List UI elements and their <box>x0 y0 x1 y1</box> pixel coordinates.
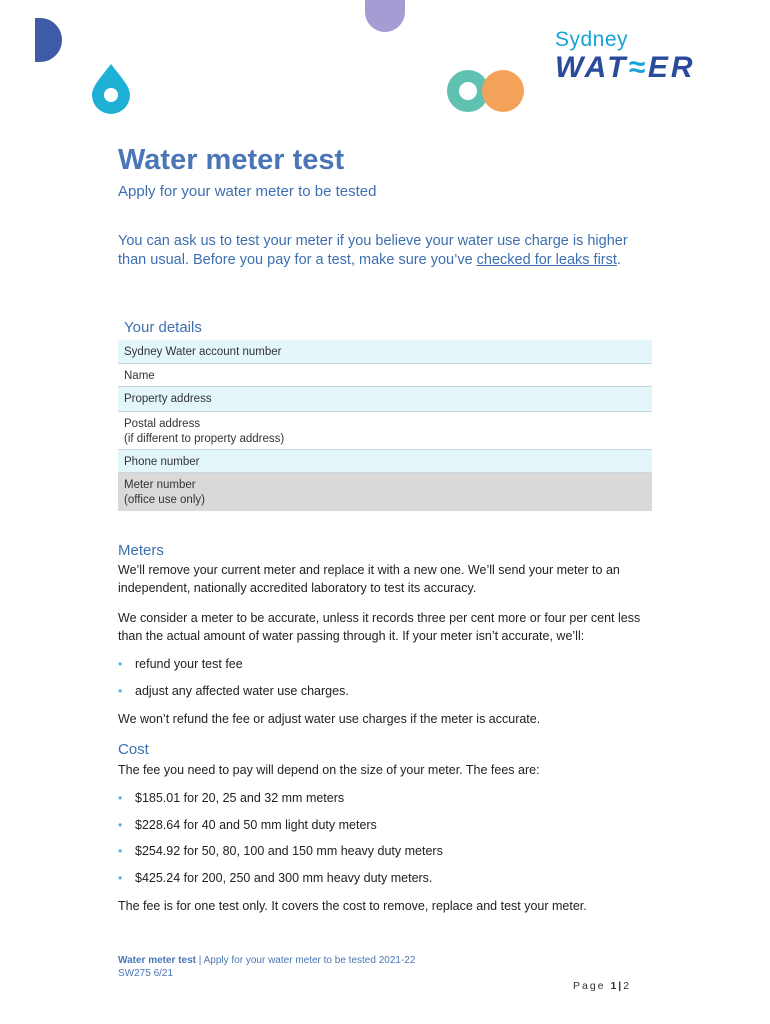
cost-bullet-list <box>118 791 443 885</box>
footer-document-title: Water meter test | Apply for your water meter to be tested 2021-22 <box>118 955 416 966</box>
list-item: • refund your test fee <box>118 657 349 684</box>
logo-line2: WAT≈ER <box>555 51 696 84</box>
half-circle-shape <box>35 18 62 62</box>
cost-heading: Cost <box>118 741 149 758</box>
account-number-field[interactable]: Sydney Water account number <box>118 340 652 364</box>
your-details-heading: Your details <box>124 319 202 336</box>
intro-paragraph: You can ask us to test your meter if you believe your water use charge is higher than usual. Before you pay for a test, make sure you’ve checked for leaks first. <box>118 233 628 268</box>
property-address-field[interactable]: Property address <box>118 387 652 412</box>
water-drop-icon <box>90 62 132 114</box>
meters-bullet-list <box>118 657 349 698</box>
list-item: • $254.92 for 50, 80, 100 and 150 mm heavy duty meters <box>118 844 443 871</box>
page-subtitle: Apply for your water meter to be tested <box>118 183 377 200</box>
sydney-water-logo <box>555 28 696 82</box>
page-number: Page 1|2 <box>573 980 632 992</box>
list-item: • $185.01 for 20, 25 and 32 mm meters <box>118 791 443 818</box>
list-item: • $425.24 for 200, 250 and 300 mm heavy duty meters. <box>118 871 443 885</box>
phone-number-field[interactable]: Phone number <box>118 450 652 473</box>
cost-paragraph-1: The fee you need to pay will depend on the size of your meter. The fees are: <box>118 763 540 777</box>
checked-for-leaks-link[interactable]: checked for leaks first <box>476 252 617 268</box>
logo-wave: ≈ <box>628 51 648 84</box>
list-item: • $228.64 for 40 and 50 mm light duty meters <box>118 818 443 845</box>
purple-circle-shape <box>365 0 405 32</box>
page-title: Water meter test <box>118 144 345 176</box>
meter-number-field: Meter number (office use only) <box>118 473 652 511</box>
cost-paragraph-2: The fee is for one test only. It covers the cost to remove, replace and test your meter. <box>118 899 587 913</box>
meters-heading: Meters <box>118 542 164 559</box>
postal-address-field[interactable]: Postal address (if different to property address) <box>118 412 652 450</box>
name-field[interactable]: Name <box>118 364 652 387</box>
your-details-table <box>118 340 652 511</box>
meters-paragraph-1: We’ll remove your current meter and replace it with a new one. We’ll send your meter to an independent, nationally accredited laboratory to test its accuracy. <box>118 563 620 595</box>
orange-circle-shape <box>482 70 524 112</box>
list-item: • adjust any affected water use charges. <box>118 684 349 698</box>
footer-document-code: SW275 6/21 <box>118 968 174 979</box>
meters-paragraph-3: We won’t refund the fee or adjust water use charges if the meter is accurate. <box>118 712 541 726</box>
logo-line1: Sydney <box>555 28 629 51</box>
meters-paragraph-2: We consider a meter to be accurate, unless it records three per cent more or four per cent less than the actual amount of water passing through it. If your meter isn’t accurate, we’ll: <box>118 611 641 643</box>
